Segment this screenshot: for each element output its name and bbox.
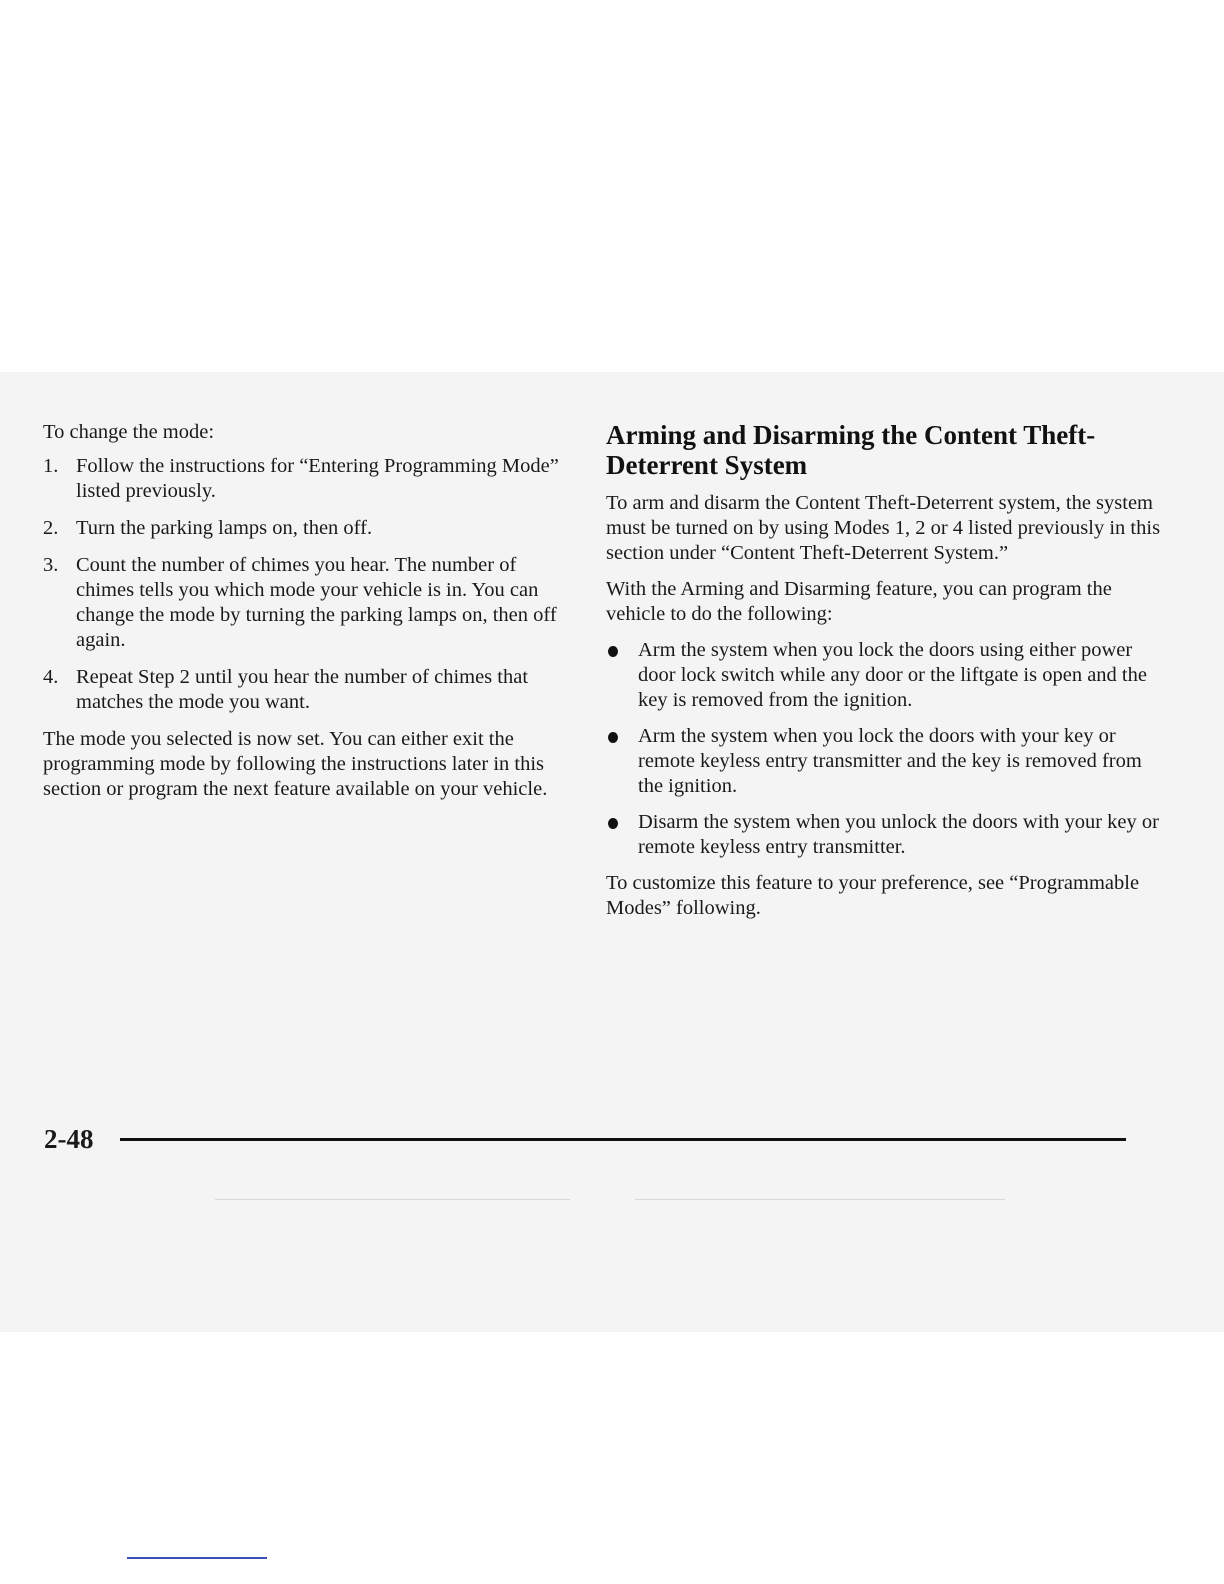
bullet-icon [608,818,618,829]
bottom-link-underline [127,1557,267,1559]
step-number: 4. [43,666,59,688]
bullet-icon [608,646,618,657]
step-text: Follow the instructions for “Entering Programming Mode” listed previously. [76,455,559,502]
paragraph-feature: With the Arming and Disarming feature, you can program the vehicle to do the following: [606,578,1112,625]
bullet-text: Disarm the system when you unlock the doors with your key or remote keyless entry transmitter. [638,811,1159,858]
page-number: 2-48 [44,1124,94,1154]
right-column [606,420,1166,921]
bullet-icon [608,732,618,743]
list-item [606,638,1166,713]
footer-divider [120,1138,1126,1141]
list-item [43,553,563,653]
list-item [43,516,563,541]
bullet-text: Arm the system when you lock the doors using either power door lock switch while any door or the liftgate is open and the key is removed from the ignition. [638,639,1147,711]
faint-divider-left [215,1199,570,1200]
step-text: Count the number of chimes you hear. The number of chimes tells you which mode your vehicle is in. You can change the mode by turning the parking lamps on, then off again. [76,554,557,651]
left-column [43,420,563,802]
step-text: Repeat Step 2 until you hear the number of chimes that matches the mode you want. [76,666,529,713]
step-number: 2. [43,517,59,539]
step-number: 3. [43,554,59,576]
bullet-text: Arm the system when you lock the doors with your key or remote keyless entry transmitter and the key is removed from the ignition. [638,725,1142,797]
faint-divider-right [635,1199,1005,1200]
intro-text: To change the mode: [43,421,215,443]
list-item [43,454,563,504]
steps-list [43,454,563,715]
list-item [606,810,1166,860]
list-item [43,665,563,715]
bullet-list [606,638,1166,860]
section-heading: Arming and Disarming the Content Theft-Deterrent System [606,420,1096,480]
closing-paragraph: The mode you selected is now set. You can either exit the programming mode by following the instructions later in this section or program the next feature available on your vehicle. [43,728,548,800]
paragraph-arm-disarm: To arm and disarm the Content Theft-Deterrent system, the system must be turned on by using Modes 1, 2 or 4 listed previously in this section under “Content Theft-Deterrent System.” [606,492,1161,564]
paragraph-customize: To customize this feature to your preference, see “Programmable Modes” following. [606,872,1140,919]
step-number: 1. [43,455,59,477]
list-item [606,724,1166,799]
step-text: Turn the parking lamps on, then off. [76,517,373,539]
